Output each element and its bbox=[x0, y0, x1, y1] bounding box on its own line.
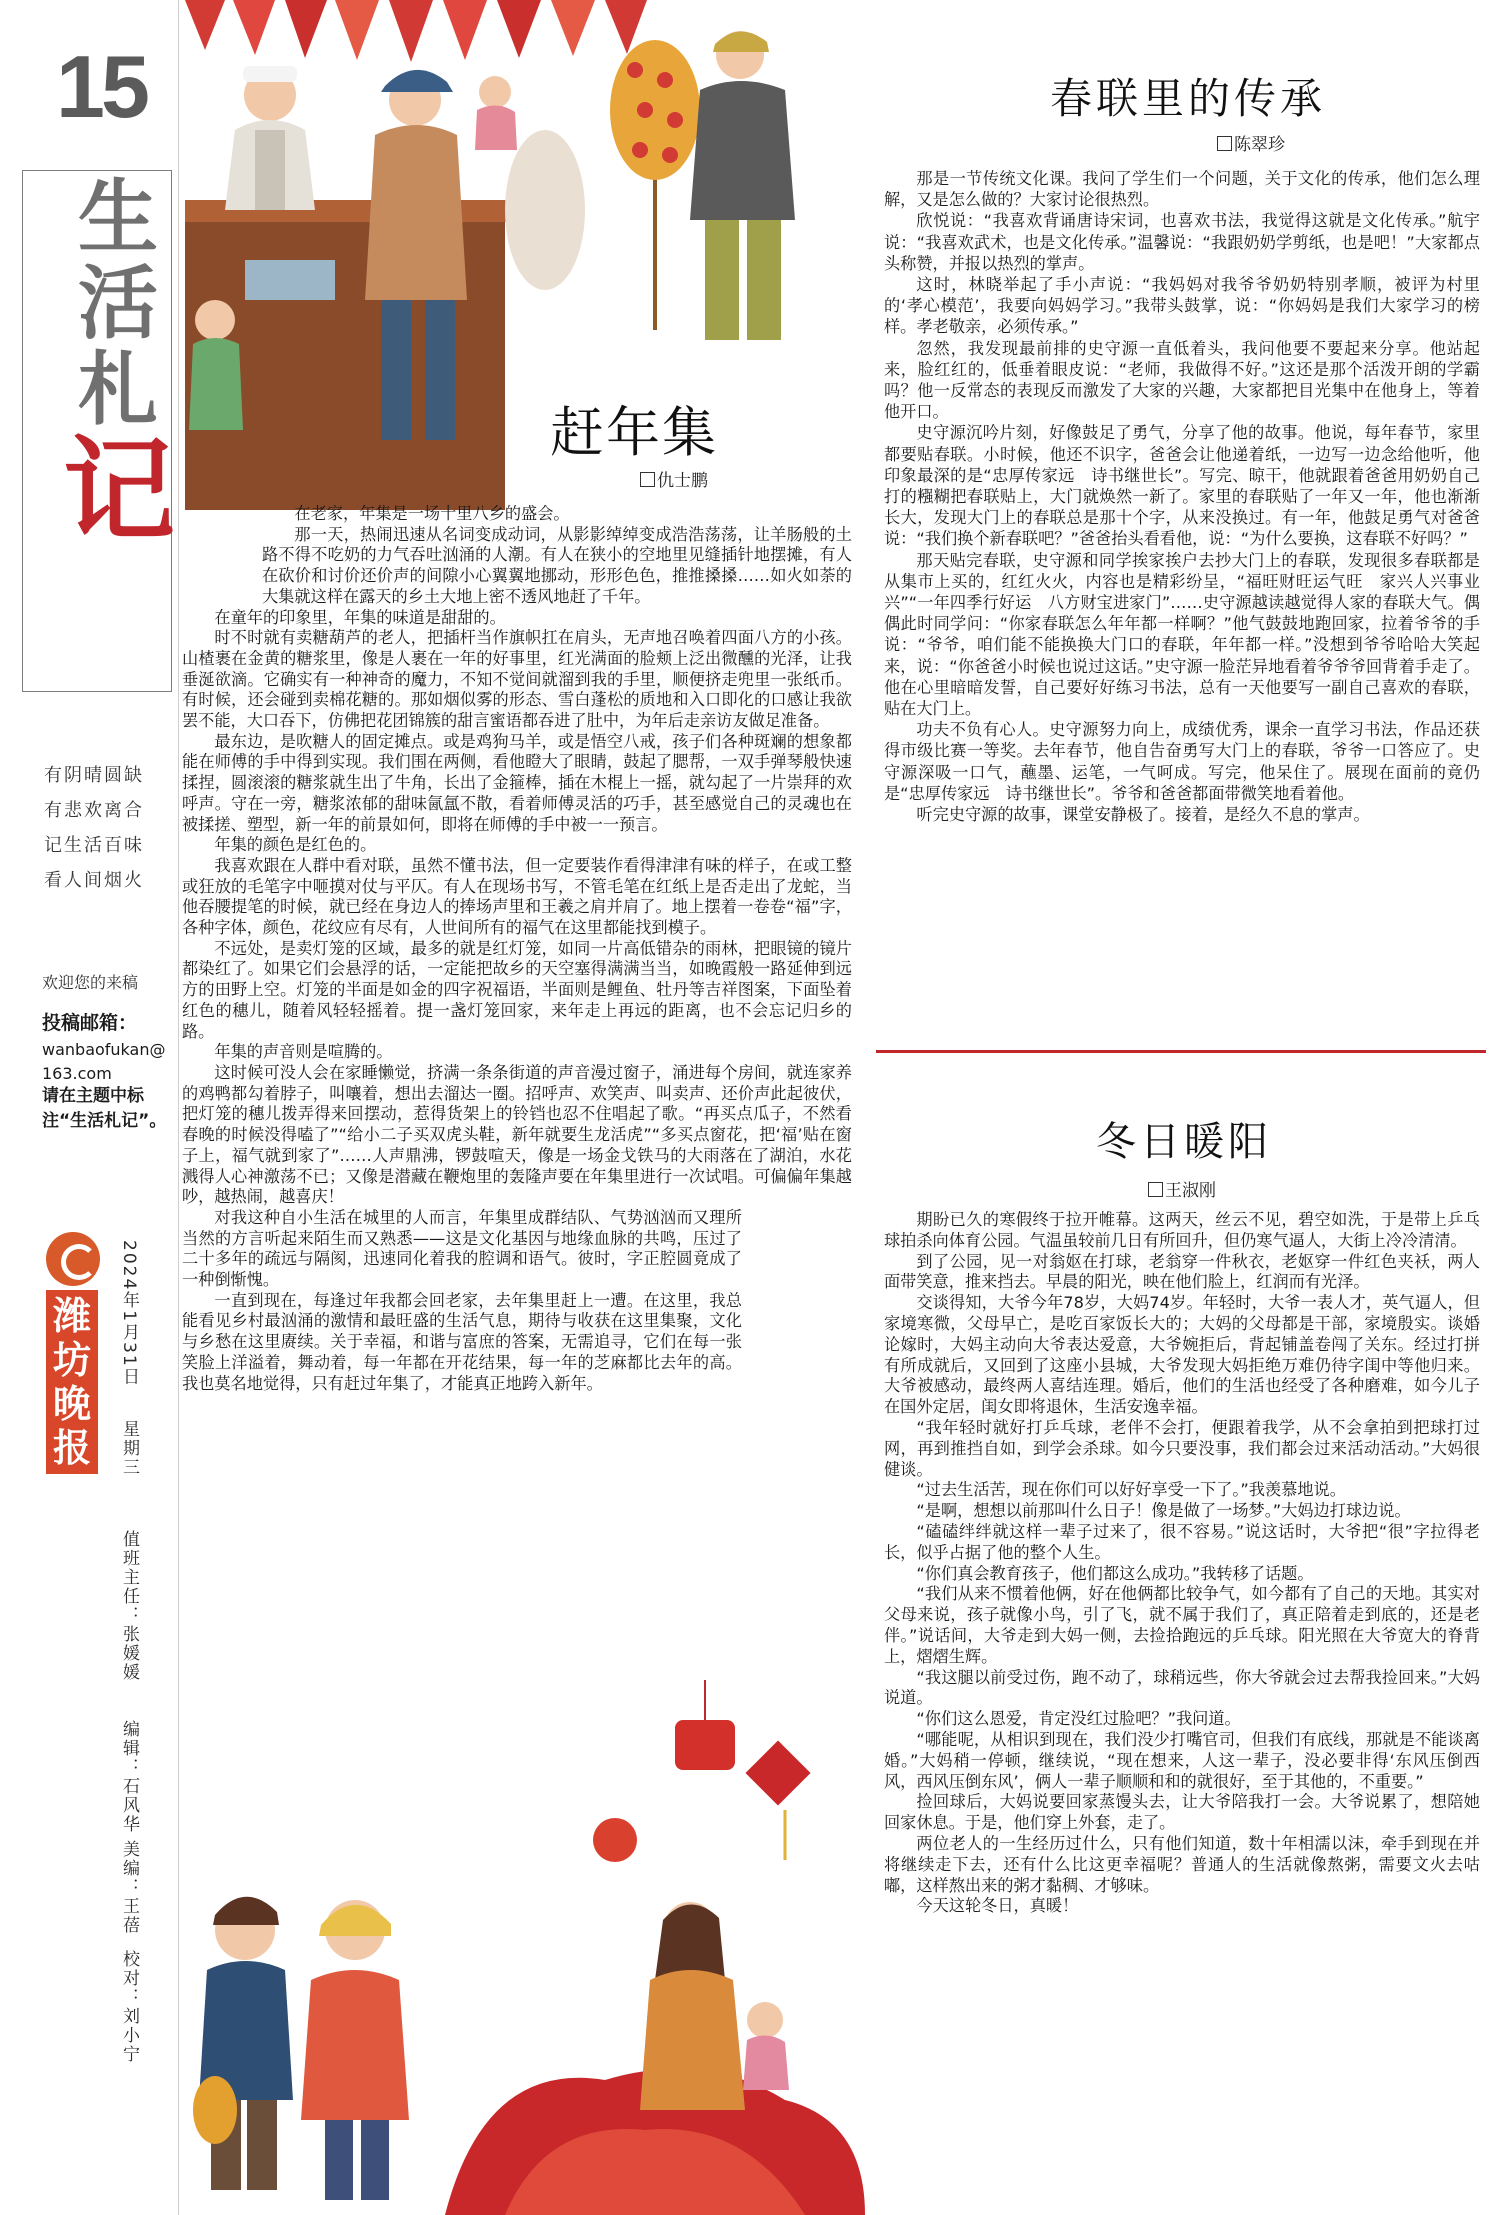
paragraph: 这时候可没人会在家睡懒觉，挤满一条条街道的声音漫过窗子，涌进每个房间，就连家养的鸡鸭都勾着脖子，叫嚷着，想出去溜达一圈。招呼声、欢笑声、叫卖声、还价声此起彼伏，把灯笼的穗儿拨弄得来回摆动，惹得货架上的铃铛也忍不住唱起了歌。“再买点瓜子，不然看春晚的时候没得嗑了”“给小二子买双虎头鞋，新年就要生龙活虎”“多买点窗花，把‘福’贴在窗子上，福气就到家了”……人声鼎沸，锣鼓喧天，像是一场金戈铁马的大雨落在了湖泊，水花溅得人心神激荡不已；又像是潜藏在鞭炮里的轰隆声要在年集里进行一次试唱。可偏偏年集越吵，越热闹，越喜庆！ bbox=[182, 1062, 852, 1207]
toddler-figure bbox=[743, 2002, 789, 2090]
paragraph: 这时，林晓举起了手小声说：“我妈妈对我爷爷奶奶特别孝顺，被评为村里的‘孝心模范’，我要向妈妈学习。”我带头鼓掌，说：“你妈妈是我们大家学习的榜样。孝老敬亲，必须传承。” bbox=[884, 275, 1480, 337]
paragraph: “你们这么恩爱，肯定没红过脸吧？”我问道。 bbox=[916, 1709, 1241, 1729]
paragraph: 那是一节传统文化课。我问了学生们一个问题，关于文化的传承，他们怎么理解，又是怎么做的？大家讨论很热烈。 bbox=[884, 169, 1480, 210]
editor-on-duty: 值班主任：张媛媛 bbox=[119, 1530, 139, 1682]
paragraph: 那一天，热闹迅速从名词变成动词，从影影绰绰变成浩浩荡荡，让羊肠般的土路不得不吃奶的力气吞吐汹涌的人潮。有人在狭小的空地里见缝插针地摆摊，有人在砍价和讨价还价声的间隙小心翼翼地挪动，形形色色，推推搡搡……如火如荼的大集就这样在露天的乡土大地上密不透风地赶了千年。 bbox=[262, 524, 852, 606]
column-title-char: 记 bbox=[63, 425, 175, 556]
article3-title: 冬日暖阳 bbox=[1096, 1119, 1272, 1165]
paragraph: 忽然，我发现最前排的史守源一直低着头，我问他要不要起来分享。他站起来，脸红红的，低垂着眼皮说：“老师，我做得不好。”这还是那个活泼开朗的学霸吗？他一反常态的表现反而激发了大家的兴趣，大家都把目光集中在他身上，等着他开口。 bbox=[884, 338, 1480, 422]
paragraph: “磕磕绊绊就这样一辈子过来了，很不容易。”说这话时，大爷把“很”字拉得老长，似乎占据了他的整个人生。 bbox=[884, 1521, 1480, 1562]
paragraph: 两位老人的一生经历过什么，只有他们知道，数十年相濡以沫，牵手到现在并将继续走下去，还有什么比这更幸福呢？普通人的生活就像熬粥，需要文火去咕嘟，这样熬出来的粥才黏稠、才够味。 bbox=[884, 1833, 1480, 1895]
paragraph: “我们从来不惯着他俩，好在他俩都比较争气，如今都有了自己的天地。其实对父母来说，孩子就像小鸟，引了飞，就不属于我们了，真正陪着走到底的，还是老伴。”说话间，大爷走到大妈一侧，去捡拾跑远的乒乓球。阳光照在大爷宽大的脊背上，熠熠生辉。 bbox=[884, 1584, 1480, 1666]
paragraph: 捡回球后，大妈说要回家蒸馒头去，让大爷陪我打一会。大爷说累了，想陪她回家休息。于是，他们穿上外套，走了。 bbox=[884, 1792, 1480, 1833]
paragraph: 年集的颜色是红色的。 bbox=[214, 835, 377, 855]
submit-note: 请在主题中标注“生活札记”。 bbox=[42, 1086, 167, 1131]
article1-title: 赶年集 bbox=[550, 401, 718, 464]
paragraph: 听完史守源的故事，课堂安静极了。接着，是经久不息的掌声。 bbox=[916, 805, 1370, 825]
submit-label: 投稿邮箱： bbox=[42, 1012, 138, 1034]
motto-line: 有阴晴圆缺 bbox=[44, 765, 144, 786]
article3-author: 王淑刚 bbox=[1148, 1176, 1216, 1201]
paragraph: 到了公园，见一对翁妪在打球，老翁穿一件秋衣，老妪穿一件红色夹袄，两人面带笑意，推来挡去。早晨的阳光，映在他们脸上，红润而有光泽。 bbox=[884, 1251, 1480, 1292]
small-boy bbox=[189, 300, 243, 430]
sidebar bbox=[0, 0, 180, 2215]
art-editor: 美编：王蓓 bbox=[119, 1840, 139, 1935]
paragraph: 在老家，年集是一场十里八乡的盛会。 bbox=[294, 504, 570, 523]
market-illustration bbox=[185, 0, 865, 520]
paragraph: 在童年的印象里，年集的味道是甜甜的。 bbox=[214, 607, 506, 627]
column-title-box bbox=[22, 170, 175, 692]
paragraph: “是啊，想想以前那叫什么日子！像是做了一场梦。”大妈边打球边说。 bbox=[916, 1501, 1411, 1521]
paragraph: 那天贴完春联，史守源和同学挨家挨户去抄大门上的春联，发现很多春联都是从集市上买的，红红火火，内容也是精彩纷呈，“福旺财旺运气旺 家兴人兴事业兴”“一年四季行好运 八方财宝进家门”……史守源越读越觉得人家的春联大气。偶偶此时同学问：“你家春联怎么年年都一样啊？”他气鼓鼓地跑回家，拉着爷爷的手说：“爷爷，咱们能不能换换大门口的春联，年年都一样。”没想到爷爷哈哈大笑起来，说：“你爸爸小时候也说过这话。”史守源一脸茫异地看着爷爷爷回背着手走了。他在心里暗暗发誓，自己要好好练习书法，总有一天他要写一副自己喜欢的春联，贴在大门上。 bbox=[884, 550, 1480, 719]
paragraph: 不远处，是卖灯笼的区域，最多的就是红灯笼，如同一片高低错杂的雨林，把眼镜的镜片都染红了。如果它们会悬浮的话，一定能把故乡的天空塞得满满当当，如晚霞般一路延伸到远方的田野上空。灯笼的半面是如金的四字祝福语，半面则是鲤鱼、牡丹等吉祥图案，下面坠着红色的穗儿，随着风轻轻摇着。提一盏灯笼回家，来年走上再远的距离，也不会忘记归乡的路。 bbox=[182, 938, 852, 1041]
paragraph: 对我这种自小生活在城里的人而言，年集里成群结队、气势汹汹而又理所当然的方言听起来陌生而又熟悉——这是文化基因与地缘血脉的共鸣，压过了二十多年的疏远与隔阂，迅速同化着我的腔调和语气。彼时，字正腔圆竟成了一种倒惭愧。 bbox=[182, 1207, 742, 1290]
column-title-char: 活 bbox=[78, 256, 158, 350]
paragraph: “我这腿以前受过伤，跑不动了，球稍远些，你大爷就会过去帮我捡回来。”大妈说道。 bbox=[884, 1667, 1480, 1708]
paragraph: 今天这轮冬日，真暖！ bbox=[916, 1896, 1079, 1916]
column-motto bbox=[44, 758, 144, 898]
paragraph: 欣悦说：“我喜欢背诵唐诗宋词，也喜欢书法，我觉得这就是文化传承。”航宇说：“我喜欢武术，也是文化传承。”温馨说：“我跟奶奶学剪纸，也是吧！”大家都点头称赞，并报以热烈的掌声。 bbox=[884, 211, 1480, 273]
paper-name: 潍坊晚报 bbox=[46, 1290, 98, 1474]
article1-author: 仇士鹏 bbox=[640, 466, 708, 491]
motto-line: 有悲欢离合 bbox=[44, 800, 144, 821]
newspaper-logo bbox=[46, 1232, 102, 1474]
paragraph: 一直到现在，每逢过年我都会回老家，去年集里赶上一遭。在这里，我总能看见乡村最汹涌的激情和最旺盛的生活气息，期待与收获在这里集聚，文化与乡愁在这里赓续。关于幸福，和谐与富庶的答案，无需追寻，它们在每一张笑脸上洋溢着，舞动着，每一年都在开花结果，每一年的芝麻都比去年的高。我也莫名地觉得，只有赶过年集了，才能真正地跨入新年。 bbox=[182, 1290, 742, 1393]
welcome-text: 欢迎您的来稿 bbox=[42, 973, 139, 992]
paragraph: 年集的声音则是喧腾的。 bbox=[214, 1042, 393, 1062]
submit-email[interactable]: wanbaofukan@163.com bbox=[42, 1040, 166, 1083]
proofreader: 校对：刘小宁 bbox=[119, 1950, 139, 2064]
sidebar-divider bbox=[178, 0, 179, 2215]
paragraph: 我喜欢跟在人群中看对联，虽然不懂书法，但一定要装作看得津津有味的样子，在或工整或狂放的毛笔字中咂摸对仗与平仄。有人在现场书写，不管毛笔在红纸上是否走出了龙蛇，当他吞腰提笔的时候，就已经在身边人的捧场声里和王羲之肩并肩了。地上摆着一卷卷“福”字，各种字体，颜色，花纹应有尽有，人世间所有的福气在这里都能找到模子。 bbox=[182, 855, 852, 938]
logo-icon bbox=[46, 1232, 100, 1286]
paragraph: “我年轻时就好打乒乓球，老伴不会打，便跟着我学，从不会拿拍到把球打过网，再到推挡自如，到学会杀球。如今只要没事，我们都会过来活动活动。”大妈很健谈。 bbox=[884, 1417, 1480, 1479]
article1-body bbox=[182, 504, 852, 1394]
article3-body bbox=[884, 1210, 1480, 1917]
paragraph: 最东边，是吹糖人的固定摊点。或是鸡狗马羊，或是悟空八戒，孩子们各种斑斓的想象都能在师傅的手中得到实现。我们围在两侧，看他瞪大了眼睛，鼓起了腮帮，一双手弹琴般快速揉捏，圆滚滚的糖浆就生出了牛角，长出了金箍棒，插在木棍上一摇，就勾起了一片崇拜的欢呼声。守在一旁，糖浆浓郁的甜味氤氲不散，看着师傅灵活的巧手，甚至感觉自己的灵魂也在被揉搓、塑型，新一年的前景如何，即将在师傅的手中被一一预言。 bbox=[182, 731, 852, 834]
column-title-char: 生 bbox=[78, 170, 158, 264]
page-number: 15 bbox=[56, 37, 146, 136]
paragraph: 期盼已久的寒假终于拉开帷幕。这两天，丝云不见，碧空如洗，于是带上乒乓球拍杀向体育公园。气温虽较前几日有所回升，但仍寒气逼人，大街上冷冷清清。 bbox=[884, 1210, 1480, 1250]
paragraph: “过去生活苦，现在你们可以好好享受一下了。”我羡慕地说。 bbox=[916, 1480, 1346, 1500]
paragraph: “你们真会教育孩子，他们都这么成功。”我转移了话题。 bbox=[916, 1563, 1314, 1583]
article2-body bbox=[884, 168, 1480, 825]
motto-line: 记生活百味 bbox=[44, 835, 144, 856]
article2-author: 陈翠珍 bbox=[1217, 130, 1285, 155]
issue-date: 2024年1月31日 bbox=[119, 1240, 139, 1387]
article-divider bbox=[876, 1050, 1486, 1053]
family-illustration bbox=[185, 1680, 865, 2215]
paragraph: 功夫不负有心人。史守源努力向上，成绩优秀，课余一直学习书法，作品还获得市级比赛一等奖。去年春节，他自告奋勇写大门上的春联，爷爷一口答应了。史守源深吸一口气，蘸墨、运笔，一气呵成。写完，他呆住了。展现在面前的竟仍是“忠厚传家远 诗书继世长”。爷爷和爸爸都面带微笑地看着他。 bbox=[884, 720, 1480, 803]
paragraph: 时不时就有卖糖葫芦的老人，把插杆当作旗帜扛在肩头，无声地召唤着四面八方的小孩。山楂裹在金黄的糖浆里，像是人裹在一年的好事里，红光满面的脸颊上泛出微醺的光泽，让我垂涎欲滴。它确实有一种神奇的魔力，不知不觉间就溜到我的手里，顺便挤走兜里一张纸币。有时候，还会碰到卖棉花糖的。那如烟似雾的形态、雪白蓬松的质地和入口即化的口感让我欲罢不能，大口吞下，仿佛把花团锦簇的甜言蜜语都吞进了肚中，为年后走亲访友做足准备。 bbox=[182, 628, 852, 731]
paragraph: “哪能呢，从相识到现在，我们没少打嘴官司，但我们有底线，那就是不能谈离婚。”大妈稍一停顿，继续说，“现在想来，人这一辈子，没必要非得‘东风压倒西风，西风压倒东风’，俩人一辈子顺顺和和的就很好，至于其他的，不重要。” bbox=[884, 1729, 1480, 1791]
article2-title: 春联里的传承 bbox=[1050, 74, 1327, 123]
column-title-char: 札 bbox=[78, 342, 158, 436]
issue-weekday: 星期三 bbox=[119, 1420, 139, 1477]
paragraph: 史守源沉吟片刻，好像鼓足了勇气，分享了他的故事。他说，每年春节，家里都要贴春联。小时候，他还不识字，爸爸会让他递着纸，一边写一边念给他听，他印象最深的是“忠厚传家远 诗书继世长”。写完、晾干，他就跟着爸爸用奶奶自己打的糨糊把春联贴上，大门就焕然一新了。家里的春联贴了一年又一年，他也渐渐长大，发现大门上的春联总是那十个字，从来没换过。有一年，他鼓足勇气对爸爸说：“我们换个新春联吧？”爸爸抬头看看他，说：“为什么要换，这春联不好吗？” bbox=[884, 423, 1480, 549]
column-title bbox=[63, 170, 175, 556]
paragraph: 交谈得知，大爷今年78岁，大妈74岁。年轻时，大爷一表人才，英气逼人，但家境寒微，父母早亡，是吃百家饭长大的；大妈的父母都是干部，家境殷实。谈婚论嫁时，大妈主动向大爷表达爱意，大爷婉拒后，背起铺盖卷闯了关东。经过打拼有所成就后，又回到了这座小县城，大爷发现大妈拒绝万难仍待字闺中等他归来。大爷被感动，最终两人喜结连理。婚后，他们的生活也经受了各种磨难，如今儿子在国外定居，闺女即将退休，生活安逸幸福。 bbox=[884, 1293, 1480, 1417]
fish-tray bbox=[245, 260, 335, 300]
motto-line: 看人间烟火 bbox=[44, 870, 144, 891]
editor: 编辑：石风华 bbox=[119, 1720, 139, 1834]
